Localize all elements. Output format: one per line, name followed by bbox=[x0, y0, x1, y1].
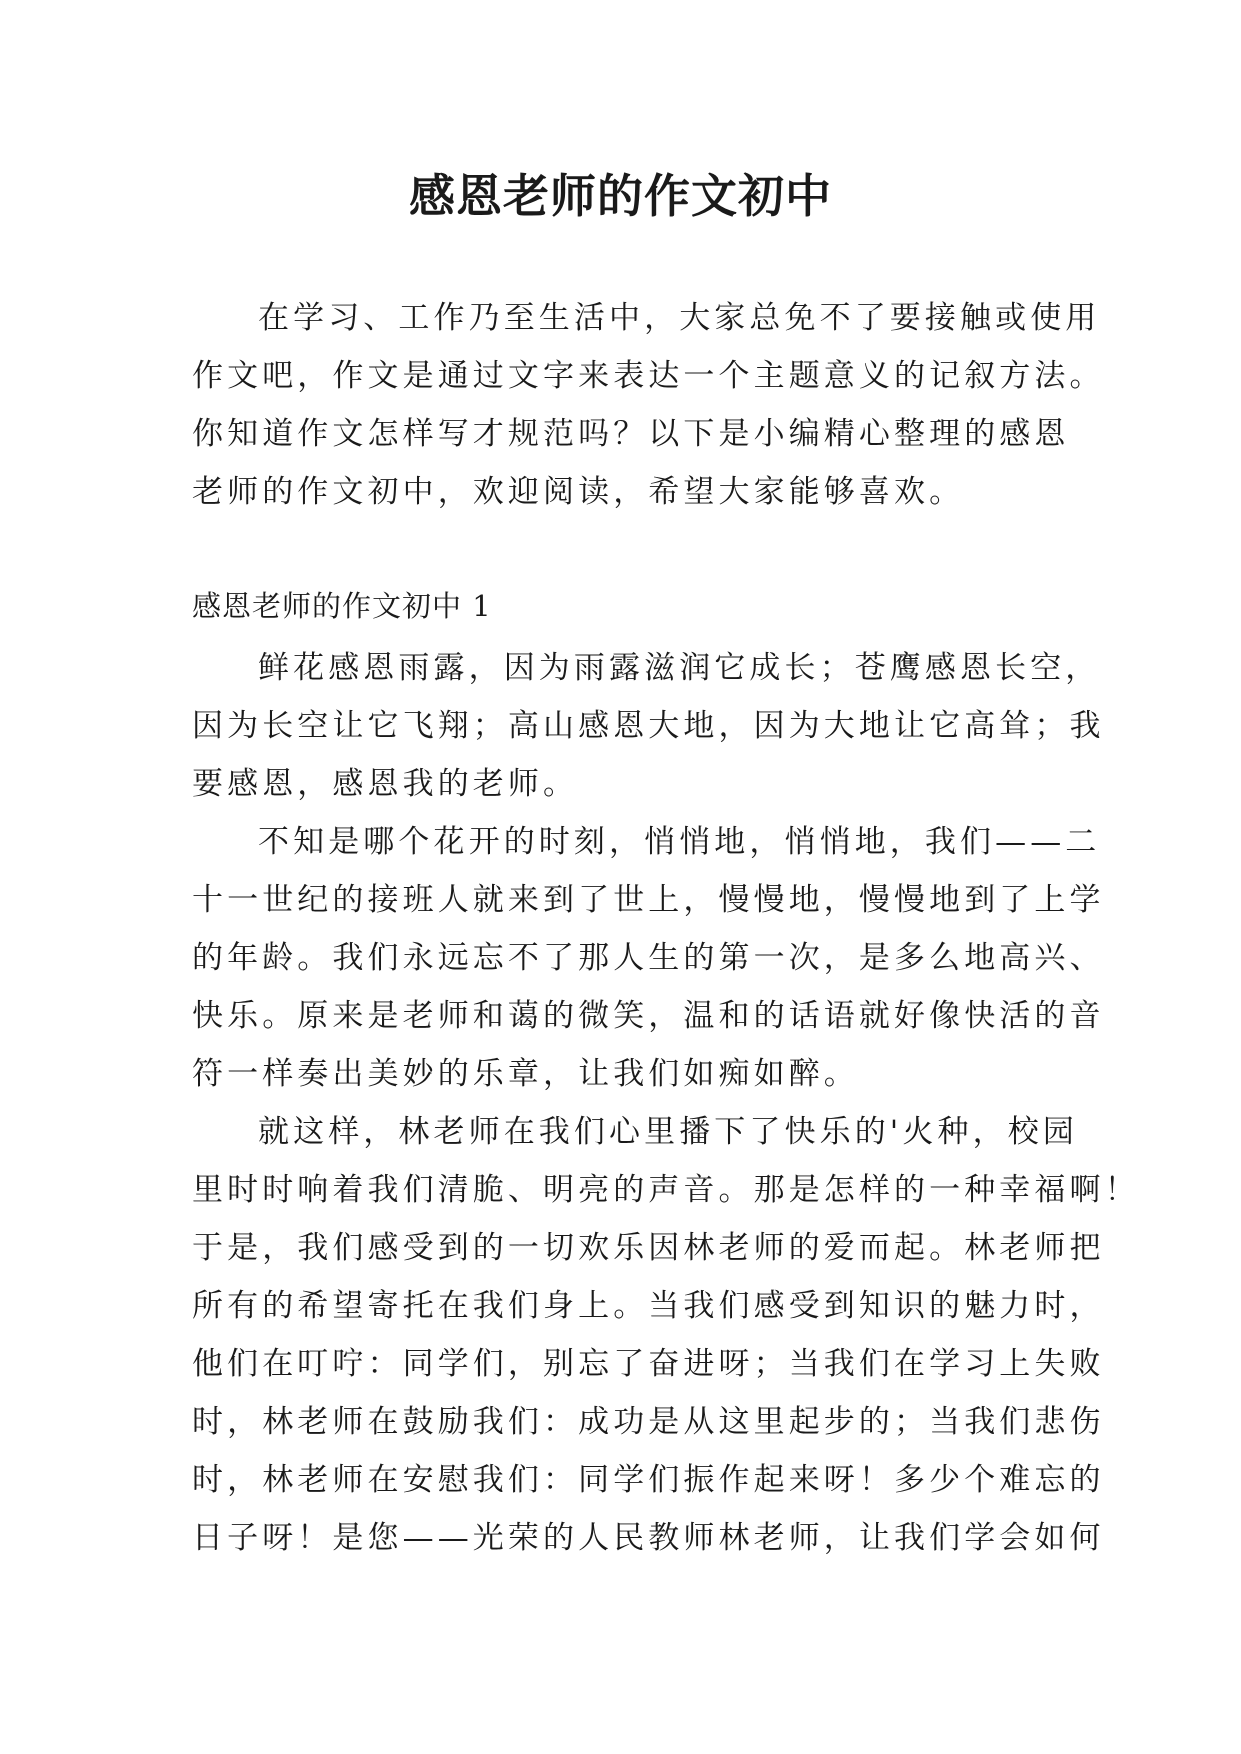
document-title: 感恩老师的作文初中 bbox=[409, 169, 832, 223]
paragraph-line: 的年龄。我们永远忘不了那人生的第一次，是多么地高兴、 bbox=[192, 940, 1105, 976]
paragraph-line: 他们在叮咛：同学们，别忘了奋进呀；当我们在学习上失败 bbox=[192, 1346, 1105, 1382]
intro-line: 你知道作文怎样写才规范吗？以下是小编精心整理的感恩 bbox=[192, 416, 1070, 452]
paragraph-line: 不知是哪个花开的时刻，悄悄地，悄悄地，我们——二 bbox=[258, 824, 1101, 860]
paragraph-line: 于是，我们感受到的一切欢乐因林老师的爱而起。林老师把 bbox=[192, 1230, 1105, 1266]
paragraph-line: 里时时响着我们清脆、明亮的声音。那是怎样的一种幸福啊！ bbox=[192, 1172, 1140, 1208]
paragraph-line: 要感恩，感恩我的老师。 bbox=[192, 766, 579, 802]
section-heading: 感恩老师的作文初中 1 bbox=[192, 589, 492, 623]
intro-line: 在学习、工作乃至生活中，大家总免不了要接触或使用 bbox=[258, 300, 1101, 336]
paragraph-line: 日子呀！是您——光荣的人民教师林老师，让我们学会如何 bbox=[192, 1520, 1105, 1556]
intro-line: 老师的作文初中，欢迎阅读，希望大家能够喜欢。 bbox=[192, 474, 965, 510]
paragraph-line: 时，林老师在鼓励我们：成功是从这里起步的；当我们悲伤 bbox=[192, 1404, 1105, 1440]
paragraph-line: 就这样，林老师在我们心里播下了快乐的'火种，校园 bbox=[258, 1114, 1078, 1150]
paragraph-line: 快乐。原来是老师和蔼的微笑，温和的话语就好像快活的音 bbox=[192, 998, 1105, 1034]
paragraph-line: 十一世纪的接班人就来到了世上，慢慢地，慢慢地到了上学 bbox=[192, 882, 1105, 918]
paragraph-line: 因为长空让它飞翔；高山感恩大地，因为大地让它高耸；我 bbox=[192, 708, 1105, 744]
paragraph-line: 符一样奏出美妙的乐章，让我们如痴如醉。 bbox=[192, 1056, 859, 1092]
paragraph-line: 鲜花感恩雨露，因为雨露滋润它成长；苍鹰感恩长空， bbox=[258, 650, 1101, 686]
paragraph-line: 所有的希望寄托在我们身上。当我们感受到知识的魅力时， bbox=[192, 1288, 1105, 1324]
paragraph-line: 时，林老师在安慰我们：同学们振作起来呀！多少个难忘的 bbox=[192, 1462, 1105, 1498]
intro-line: 作文吧，作文是通过文字来表达一个主题意义的记叙方法。 bbox=[192, 358, 1105, 394]
